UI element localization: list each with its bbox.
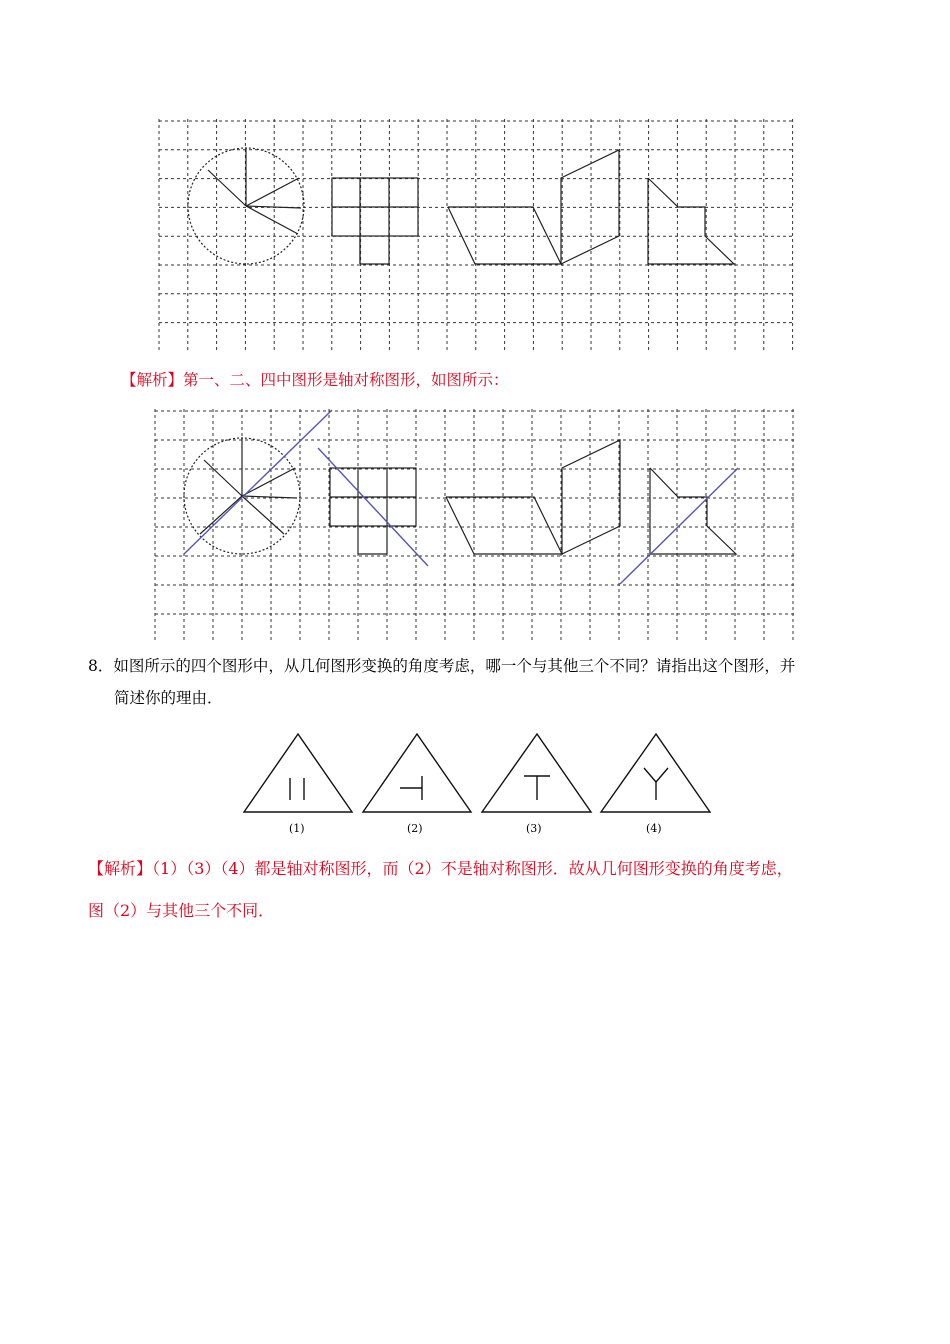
analysis-tag: 【解析】 (88, 859, 153, 878)
analysis-8-line-1: 【解析】（1）（3）（4）都是轴对称图形，而（2）不是轴对称图形．故从几何图形变换的角度考虑， (88, 859, 793, 878)
triangle-label-4: (4) (646, 822, 662, 835)
question-8 (88, 650, 868, 714)
axis-circle (184, 410, 332, 554)
axis-cross (318, 448, 428, 566)
triangle-3 (482, 734, 591, 812)
shape-circle (188, 148, 304, 264)
triangle-1 (244, 734, 352, 812)
shape-cross-squares (332, 178, 418, 264)
shape-parallelogram-trapezoid (446, 440, 620, 554)
analysis-tag: 【解析】 (121, 371, 184, 389)
triangles-figure (240, 730, 715, 820)
question-number: 8． (88, 657, 114, 675)
triangle-2 (363, 734, 471, 812)
grid-figure-2 (154, 408, 798, 644)
question-line-1: 8．如图所示的四个图形中，从几何图形变换的角度考虑，哪一个与其他三个不同？请指出这个图形，并 (88, 657, 796, 675)
shape-arrow (648, 178, 734, 264)
dotted-grid (159, 119, 794, 350)
axis-arrow (620, 468, 738, 584)
triangle-4 (601, 734, 710, 812)
analysis-text: 第一、二、四中图形是轴对称图形，如图所示： (183, 371, 509, 389)
analysis-8-line-2: 图（2）与其他三个不同． (88, 901, 275, 920)
grid-figure-1 (158, 118, 798, 352)
triangle-label-3: (3) (526, 822, 542, 835)
triangle-label-1: (1) (289, 822, 305, 835)
triangle-label-2: (2) (407, 822, 423, 835)
shape-cross-squares (330, 468, 416, 554)
dotted-grid (155, 409, 794, 642)
analysis-1 (121, 364, 509, 396)
analysis-8 (88, 848, 868, 932)
question-line-2: 简述你的理由． (114, 689, 223, 707)
